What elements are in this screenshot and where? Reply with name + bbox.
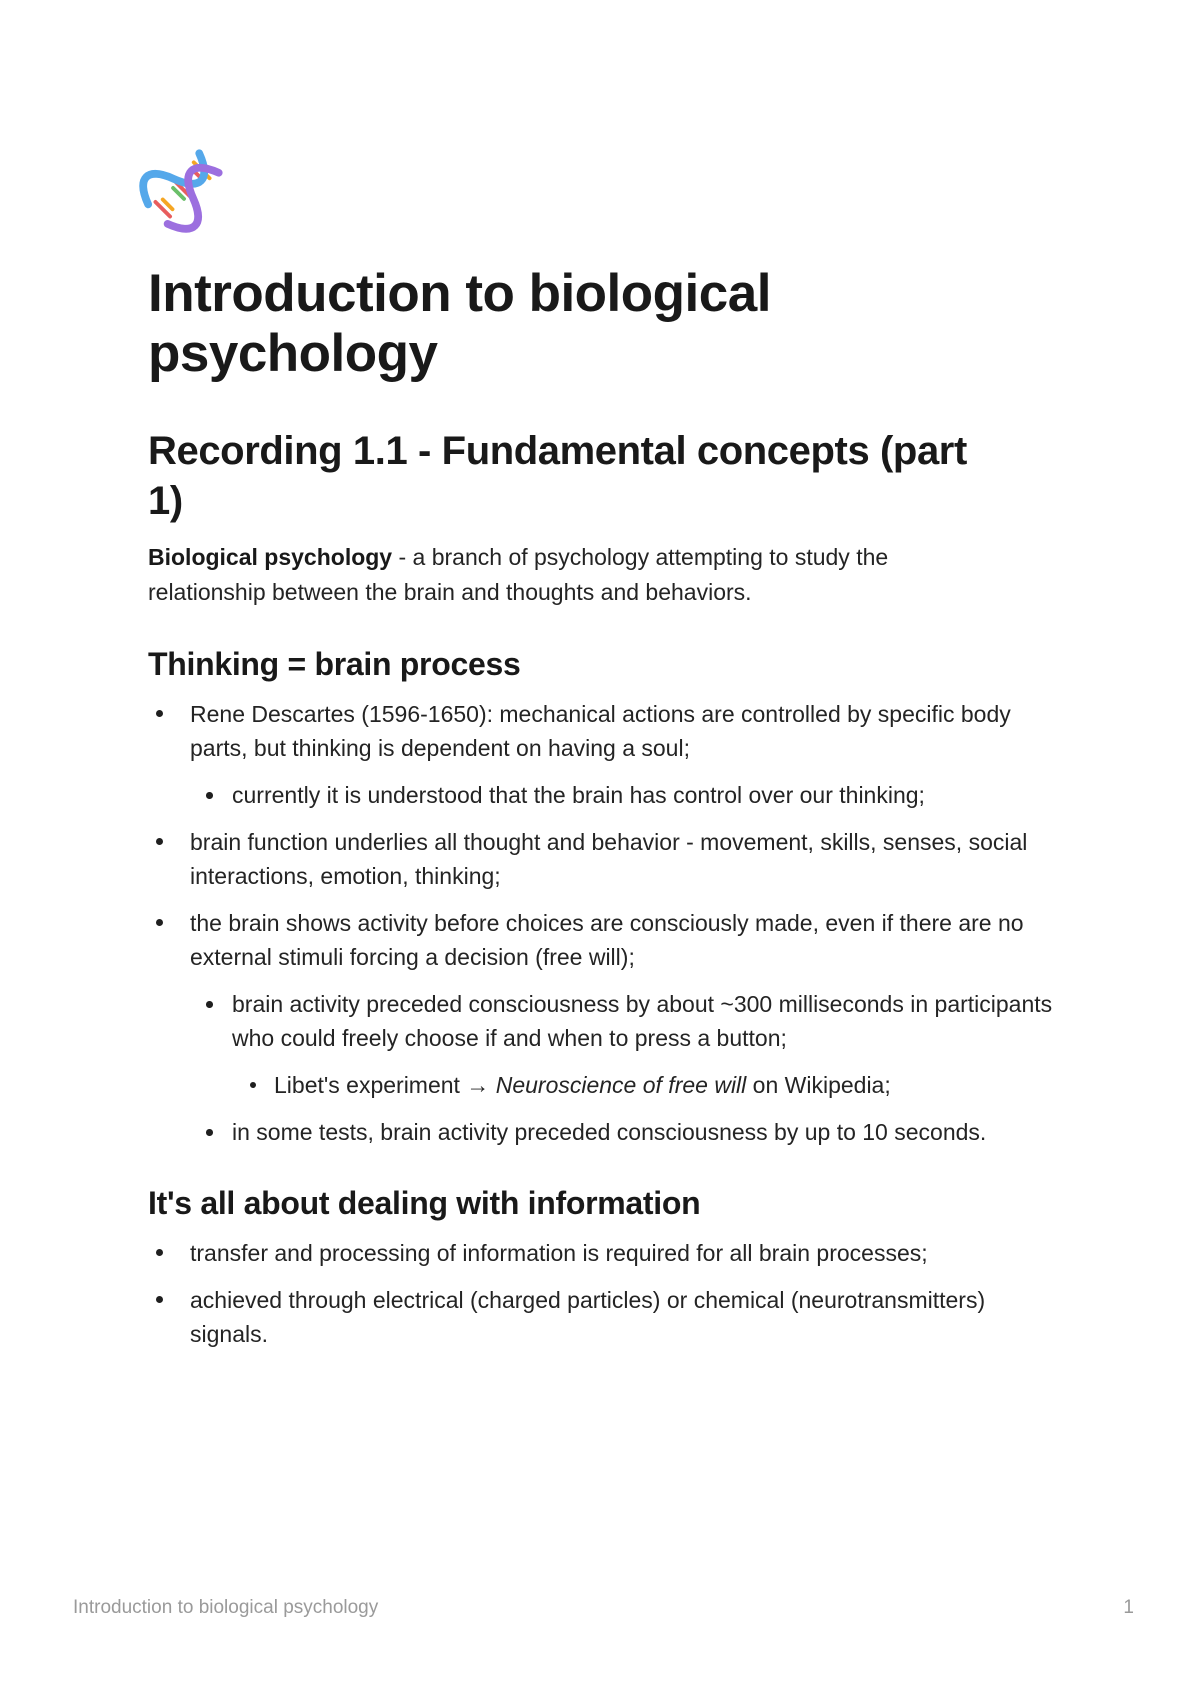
bullet-marker xyxy=(206,1001,213,1008)
bullet-text-post: on Wikipedia; xyxy=(746,1072,891,1098)
bullet-marker xyxy=(250,1082,256,1088)
bullet-item xyxy=(148,987,1060,1055)
bullet-list-thinking xyxy=(148,697,1060,1149)
bullet-marker xyxy=(156,919,163,926)
bullet-marker xyxy=(156,1249,163,1256)
bullet-text: Rene Descartes (1596-1650): mechanical actions are controlled by specific body parts, but thinking is dependent on having a soul; xyxy=(190,701,1011,761)
bullet-item xyxy=(148,1068,1060,1102)
bullet-marker xyxy=(156,1296,163,1303)
bullet-marker xyxy=(156,710,163,717)
bullet-item xyxy=(148,1283,1060,1351)
bullet-item xyxy=(148,825,1060,893)
page-title: Introduction to biological psychology xyxy=(148,264,771,383)
bullet-text: currently it is understood that the brain has control over our thinking; xyxy=(232,782,925,808)
bullet-item xyxy=(148,1115,1060,1149)
bullet-text: in some tests, brain activity preceded consciousness by up to 10 seconds. xyxy=(232,1119,987,1145)
bullet-item xyxy=(148,778,1060,812)
bullet-marker xyxy=(206,792,213,799)
bullet-item xyxy=(148,697,1060,765)
bullet-text: transfer and processing of information is required for all brain processes; xyxy=(190,1240,928,1266)
dna-icon xyxy=(138,148,224,234)
intro-term: Biological psychology xyxy=(148,544,393,570)
bullet-marker xyxy=(156,838,163,845)
footer-page-number: 1 xyxy=(1123,1597,1134,1618)
bullet-item xyxy=(148,1236,1060,1270)
intro-text: - a branch of psychology attempting to study the relationship between the brain and thoughts and behaviors. xyxy=(148,544,889,605)
italic-term: Neuroscience of free will xyxy=(495,1072,747,1098)
bullet-text: brain function underlies all thought and behavior - movement, skills, senses, social interactions, emotion, thinking; xyxy=(190,829,1028,889)
bullet-text-pre: Libet's experiment → xyxy=(274,1072,496,1098)
bullet-text: brain activity preceded consciousness by about ~300 milliseconds in participants who could freely choose if and when to press a button; xyxy=(232,991,1053,1051)
bullet-item xyxy=(148,906,1060,974)
bullet-text xyxy=(274,1068,1060,1102)
footer-title: Introduction to biological psychology xyxy=(73,1597,379,1618)
section-heading-information: It's all about dealing with information xyxy=(148,1185,701,1221)
bullet-list-information xyxy=(148,1236,1060,1351)
bullet-text: the brain shows activity before choices are consciously made, even if there are no external stimuli forcing a decision (free will); xyxy=(190,910,1024,970)
bullet-marker xyxy=(206,1129,213,1136)
page-footer xyxy=(73,1597,1134,1619)
intro-paragraph xyxy=(148,540,968,610)
section-heading-recording: Recording 1.1 - Fundamental concepts (part 1) xyxy=(148,429,967,523)
section-heading-thinking: Thinking = brain process xyxy=(148,646,521,682)
bullet-text: achieved through electrical (charged particles) or chemical (neurotransmitters) signals. xyxy=(190,1287,986,1347)
